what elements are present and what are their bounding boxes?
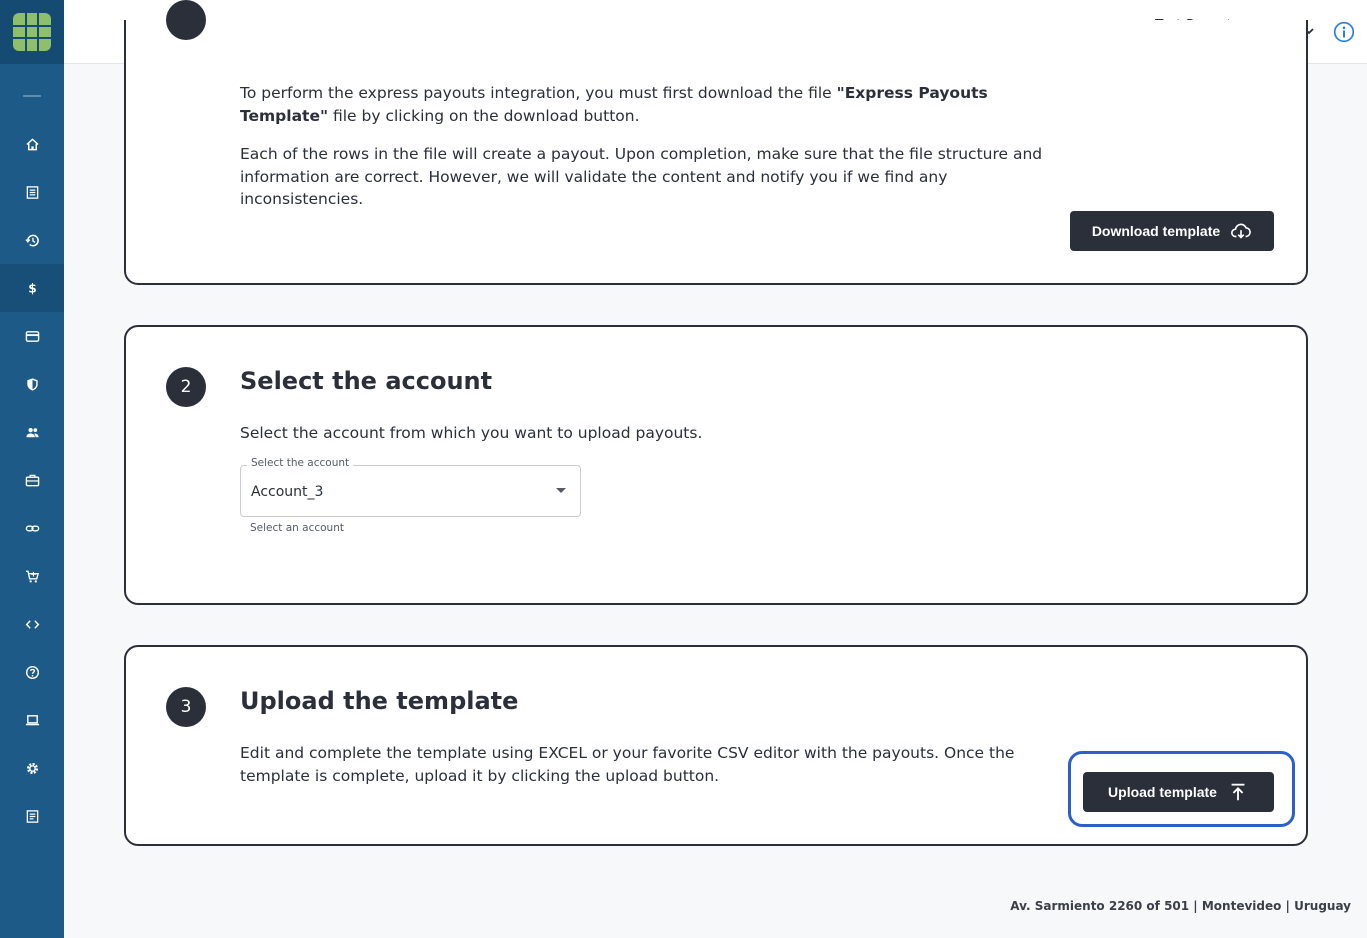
sidebar-item-business[interactable]	[0, 456, 64, 504]
caret-down-icon	[556, 488, 566, 493]
account-select-helper: Select an account	[250, 522, 344, 534]
list-icon	[25, 185, 40, 200]
upload-template-title: Upload the template	[240, 687, 519, 715]
sidebar-item-developers[interactable]	[0, 600, 64, 648]
history-icon	[25, 233, 40, 248]
dollar-icon	[25, 281, 40, 296]
card-icon	[25, 329, 40, 344]
sidebar-item-payouts[interactable]	[0, 264, 64, 312]
sidebar-item-home[interactable]	[0, 120, 64, 168]
info-icon[interactable]	[1333, 21, 1355, 43]
footer-address: Av. Sarmiento 2260 of 501 | Montevideo | Uruguay	[1010, 899, 1351, 913]
download-instructions-text: To perform the express payouts integration, you must first download the file	[240, 84, 837, 102]
users-icon	[25, 425, 40, 440]
account-select-value: Account_3	[251, 484, 324, 500]
link-icon	[25, 521, 40, 536]
sidebar	[0, 0, 64, 938]
select-account-title: Select the account	[240, 367, 493, 395]
download-instructions	[240, 82, 1060, 127]
sidebar-item-settings[interactable]	[0, 744, 64, 792]
account-select-label: Select the account	[247, 457, 353, 469]
sidebar-item-devices[interactable]	[0, 696, 64, 744]
upload-template-button[interactable]	[1083, 772, 1274, 812]
sidebar-item-cart[interactable]	[0, 552, 64, 600]
step-upload-card	[124, 645, 1308, 846]
sidebar-item-cards[interactable]	[0, 312, 64, 360]
template-name: "Express Payouts Template"	[240, 84, 988, 125]
step-number-3: 3	[166, 687, 206, 727]
step-download-card	[124, 20, 1308, 285]
file-structure-instructions: Each of the rows in the file will create a payout. Upon completion, make sure that the file structure and information are correct. However, we will validate the content and notify you if we find any inconsistencies.	[240, 145, 1043, 208]
upload-icon	[1227, 781, 1249, 803]
step-number-1	[166, 0, 206, 40]
logo-icon	[12, 12, 52, 52]
cloud-download-icon	[1230, 220, 1252, 242]
cart-icon	[25, 569, 40, 584]
sidebar-item-help[interactable]	[0, 648, 64, 696]
download-template-button[interactable]	[1070, 211, 1274, 251]
svg-text:$: $	[27, 281, 37, 296]
sidebar-item-users[interactable]	[0, 408, 64, 456]
sidebar-divider	[23, 95, 41, 97]
sidebar-item-links[interactable]	[0, 504, 64, 552]
upload-template-label: Upload template	[1108, 784, 1217, 800]
sidebar-item-history[interactable]	[0, 216, 64, 264]
download-instructions-text-end: file by clicking on the download button.	[328, 106, 640, 125]
download-template-label: Download template	[1091, 223, 1221, 239]
step-number-2: 2	[166, 367, 206, 407]
briefcase-icon	[25, 473, 40, 488]
step-select-account-card	[124, 325, 1308, 605]
laptop-icon	[25, 713, 40, 728]
account-select[interactable]	[240, 457, 581, 517]
sidebar-item-security[interactable]	[0, 360, 64, 408]
sidebar-item-list[interactable]	[0, 168, 64, 216]
help-icon	[25, 665, 40, 680]
shield-icon	[25, 377, 40, 392]
gear-icon	[25, 761, 40, 776]
home-icon	[25, 137, 40, 152]
logo[interactable]	[0, 0, 64, 64]
code-icon	[25, 617, 40, 632]
select-account-instructions: Select the account from which you want to upload payouts.	[240, 424, 703, 442]
sidebar-item-reports[interactable]	[0, 792, 64, 840]
upload-instructions: Edit and complete the template using EXCEL or your favorite CSV editor with the payouts. Once the template is complete, upload it by clicking the upload button.	[240, 744, 1015, 785]
report-icon	[25, 809, 40, 824]
